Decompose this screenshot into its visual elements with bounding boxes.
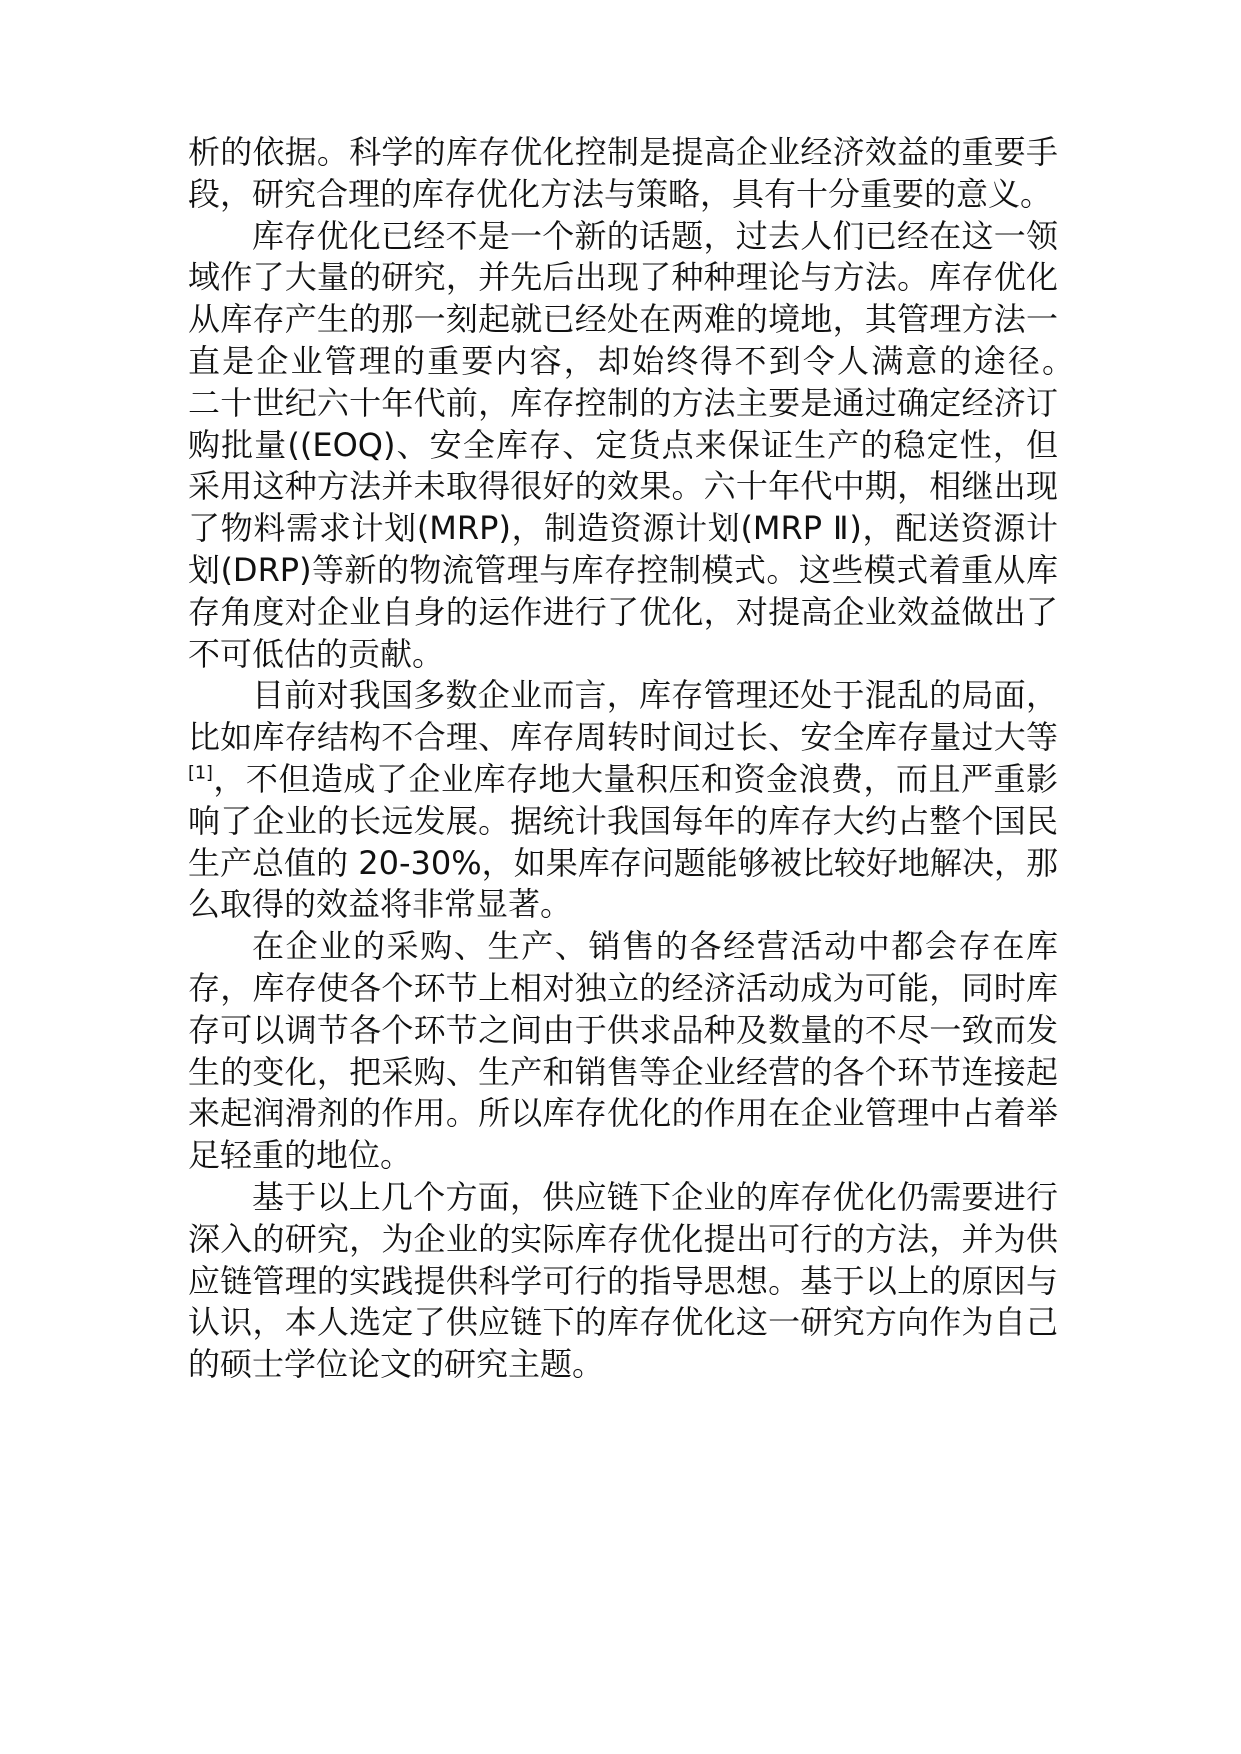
citation-reference: [1] (188, 763, 213, 784)
paragraph-4-text: 在企业的采购、生产、销售的各经营活动中都会存在库存，库存使各个环节上相对独立的经济活动成为可能，同时库存可以调节各个环节之间由于供求品种及数量的不尽一致而发生的变化，把采购、生产和销售等企业经营的各个环节连接起来起润滑剂的作用。所以库存优化的作用在企业管理中占着举足轻重的地位。 (188, 927, 1058, 1175)
paragraph-5-text: 基于以上几个方面，供应链下企业的库存优化仍需要进行深入的研究，为企业的实际库存优化提出可行的方法，并为供应链管理的实践提供科学可行的指导思想。基于以上的原因与认识，本人选定了供应链下的库存优化这一研究方向作为自己的硕士学位论文的研究主题。 (188, 1177, 1058, 1384)
paragraph-4 (188, 926, 1058, 1177)
paragraph-1-text: 析的依据。科学的库存优化控制是提高企业经济效益的重要手段，研究合理的库存优化方法与策略，具有十分重要的意义。 (188, 133, 1058, 213)
paragraph-2 (188, 216, 1123, 676)
paragraph-1 (188, 132, 1058, 216)
paragraph-2-text: 库存优化已经不是一个新的话题，过去人们已经在这一领域作了大量的研究，并先后出现了种种理论与方法。库存优化从库存产生的那一刻起就已经处在两难的境地，其管理方法一直是企业管理的重要内容，却始终得不到令人满意的途径。 二十世纪六十年代前，库存控制的方法主要是通过确定经济订购批量((EOQ)、安全库存、定货点来保证生产的稳定性，但采用这种方法并未取得很好的效果。六十年代中期，相继出现了物料需求计划(MRP)，制造资源计划(MRP Ⅱ)，配送资源计划(DRP)等新的物流管理与库存控制模式。这些模式着重从库存角度对企业自身的运作进行了优化，对提高企业效益做出了不可低估的贡献。 (188, 216, 1123, 673)
paragraph-3-text-a: 目前对我国多数企业而言，库存管理还处于混乱的局面，比如库存结构不合理、库存周转时间过长、安全库存量过大等 (188, 676, 1058, 757)
paragraph-5 (188, 1177, 1058, 1386)
paragraph-3-text-b: ，不但造成了企业库存地大量积压和资金浪费，而且严重影响了企业的长远发展。据统计我国每年的库存大约占整个国民生产总值的 20-30%，如果库存问题能够被比较好地解决，那么取得的效益将非常显著。 (188, 759, 1058, 924)
document-page (188, 132, 1123, 1386)
paragraph-3 (188, 675, 1058, 926)
